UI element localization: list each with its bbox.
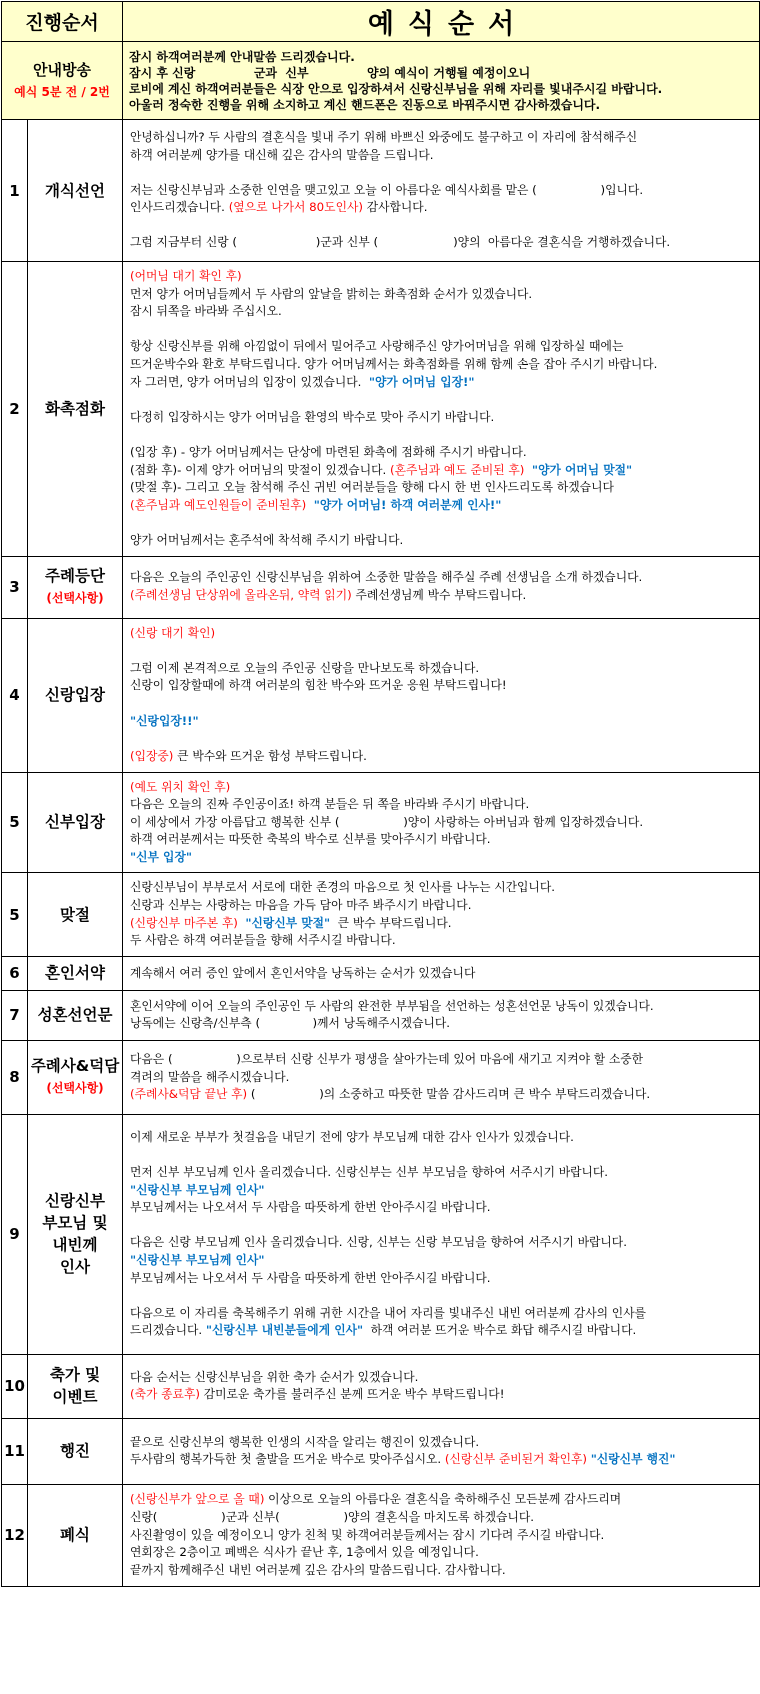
step-script [123, 556, 760, 618]
step-script [123, 772, 760, 873]
step-number: 8 [2, 1040, 28, 1114]
script-text: 양가 어머님께서는 혼주석에 착석해 주시기 바랍니다. [130, 532, 404, 547]
step-title-cell [28, 1114, 123, 1354]
script-text: 큰 박수와 뜨거운 함성 부탁드립니다. [173, 748, 367, 763]
script-line [130, 1544, 753, 1562]
step-title-cell [28, 1484, 123, 1586]
cue-call: "신랑신부 행진" [590, 1452, 676, 1467]
script-text: 먼저 신부 부모님께 인사 올리겠습니다. 신랑신부는 신부 부모님을 향하여 서주시기 바랍니다. [130, 1164, 609, 1179]
script-line [130, 303, 753, 321]
script-text: 뜨거운박수와 환호 부탁드립니다. 양가 어머님께서는 화촉점화를 위해 함께 손을 잡아 주시기 바랍니다. [130, 356, 658, 371]
script-line [130, 1146, 753, 1164]
step-title: 신랑입장 [45, 686, 105, 704]
script-text: 저는 신랑신부님과 소중한 인연을 맺고있고 오늘 이 아름다운 예식사회를 맡은 ( )입니다. [130, 182, 644, 197]
script-line [130, 356, 753, 374]
script-line [130, 1164, 753, 1182]
script-line [130, 514, 753, 532]
stage-direction: (신랑신부가 앞으로 올 때) [130, 1492, 265, 1507]
stage-direction: (옆으로 나가서 80도인사) [228, 200, 363, 215]
step-row [2, 618, 760, 772]
cue-call: "신랑신부 맞절" [245, 915, 331, 930]
stage-direction: (신랑신부 마주본 후) [130, 915, 238, 930]
script-line [130, 1086, 753, 1104]
step-optional-note: (선택사항) [46, 1081, 104, 1096]
script-line [130, 462, 753, 480]
step-title-cell [28, 1418, 123, 1484]
step-number: 4 [2, 618, 28, 772]
script-text: 항상 신랑신부를 위해 아낌없이 뒤에서 밀어주고 사랑해주신 양가어머님을 위해 입장하실 때에는 [130, 339, 624, 354]
script-line [130, 879, 753, 897]
step-row [2, 262, 760, 557]
script-text: ( )의 소중하고 따뜻한 말씀 감사드리며 큰 박수 부탁드리겠습니다. [247, 1087, 651, 1102]
script-line [130, 497, 753, 515]
script-text: 다음으로 이 자리를 축복해주기 위해 귀한 시간을 내어 자리를 빛내주신 내빈 여러분께 감사의 인사를 [130, 1305, 646, 1320]
step-script [123, 1354, 760, 1418]
step-title: 맞절 [60, 905, 90, 924]
announcement-label: 안내방송 [33, 60, 91, 79]
step-title: 내빈께 [52, 1236, 98, 1255]
script-line [130, 1527, 753, 1545]
step-title-cell [28, 120, 123, 262]
script-line [130, 1015, 753, 1033]
script-text: 이상으로 오늘의 아름다운 결혼식을 축하해주신 모든분께 감사드리며 [264, 1492, 622, 1507]
script-line [130, 217, 753, 235]
script-text: 하객 여러분께 양가를 대신해 깊은 감사의 말씀을 드립니다. [130, 147, 434, 162]
script-text: 다음은 오늘의 진짜 주인공이죠! 하객 분들은 뒤 쪽을 바라봐 주시기 바랍니다. [130, 797, 530, 812]
script-line [130, 569, 753, 587]
script-line [130, 444, 753, 462]
step-optional-note: (선택사항) [46, 591, 104, 605]
announcement-line: 로비에 계신 하객여러분들은 식장 안으로 입장하셔서 신랑신부님을 위해 자리를 빛내주시길 바랍니다. [129, 81, 663, 96]
script-text: 잠시 뒤쪽을 바라봐 주십시오. [130, 304, 282, 319]
script-text: 혼인서약에 이어 오늘의 주인공인 두 사람의 완전한 부부됨을 선언하는 성혼선언문 낭독이 있겠습니다. [130, 998, 654, 1013]
step-title: 부모님 및 [42, 1214, 108, 1233]
step-script [123, 873, 760, 956]
ceremony-order-sheet [1, 1, 759, 1693]
script-line [130, 1305, 753, 1323]
step-script [123, 1040, 760, 1114]
script-line [130, 779, 753, 797]
script-line [130, 374, 753, 392]
script-line [130, 695, 753, 713]
script-line [130, 660, 753, 678]
script-line [130, 642, 753, 660]
step-title-cell [28, 556, 123, 618]
script-text: 그럼 지금부터 신랑 ( )군과 신부 ( )양의 아름다운 결혼식을 거행하겠습니다. [130, 235, 671, 250]
step-title-cell [28, 1354, 123, 1418]
announcement-timing: 예식 5분 전 / 2번 [14, 84, 110, 99]
script-line [130, 1509, 753, 1527]
stage-direction: (입장중) [130, 748, 174, 763]
step-title: 행진 [60, 1442, 90, 1461]
script-text: 부모님께서는 나오셔서 두 사람을 따뜻하게 한번 안아주시길 바랍니다. [130, 1200, 491, 1215]
script-line [130, 234, 753, 252]
script-line [130, 321, 753, 339]
script-text: 이 세상에서 가장 아름답고 행복한 신부 ( )양이 사랑하는 아버님과 함께 입장하겠습니다. [130, 814, 644, 829]
step-title: 신부입장 [45, 813, 105, 832]
script-line [130, 268, 753, 286]
script-line [130, 1562, 753, 1580]
step-row [2, 990, 760, 1040]
step-title: 폐식 [60, 1526, 90, 1545]
script-text: 감미로운 축가를 불러주신 분께 뜨거운 박수 부탁드립니다! [199, 1387, 505, 1402]
header-ceremony-order: 예식순서 [123, 2, 760, 42]
step-title-cell [28, 990, 123, 1040]
step-row [2, 120, 760, 262]
step-title: 이벤트 [52, 1388, 98, 1407]
script-text: 이제 새로운 부부가 첫걸음을 내딛기 전에 양가 부모님께 대한 감사 인사가 있겠습니다. [130, 1129, 574, 1144]
cue-call: "신랑입장!!" [130, 713, 199, 728]
script-text [306, 498, 314, 512]
cue-call: "양가 어머님 맞절" [531, 462, 633, 477]
script-line [130, 1434, 753, 1452]
stage-direction: (주례사&덕담 끝난 후) [130, 1087, 248, 1102]
cue-call: "신부 입장" [130, 849, 192, 864]
script-line [130, 1252, 753, 1270]
announcement-line: 잠시 후 신랑 군과 신부 양의 예식이 거행될 예정이오니 [129, 65, 531, 80]
stage-direction: (신랑 대기 확인) [130, 625, 216, 640]
script-text: 하객 여러분께서는 따뜻한 축복의 박수로 신부를 맞아주시기 바랍니다. [130, 832, 491, 847]
script-line [130, 182, 753, 200]
step-row [2, 1484, 760, 1586]
cue-call: "신랑신부 부모님께 인사" [130, 1252, 265, 1267]
script-line [130, 587, 753, 605]
script-text: 신랑이 입장할때에 하객 여러분의 힘찬 박수와 뜨거운 응원 부탁드립니다! [130, 678, 507, 693]
step-number: 7 [2, 990, 28, 1040]
script-line [130, 199, 753, 217]
step-script [123, 990, 760, 1040]
step-script [123, 1484, 760, 1586]
script-text: 두 사람은 하객 여러분들을 향해 서주시길 바랍니다. [130, 933, 396, 948]
script-line [130, 147, 753, 165]
script-line [130, 426, 753, 444]
announcement-row [2, 42, 760, 120]
script-line [130, 164, 753, 182]
script-line [130, 1491, 753, 1509]
script-text: 연회장은 2층이고 폐백은 식사가 끝난 후, 1층에서 있을 예정입니다. [130, 1545, 479, 1560]
stage-direction: (어머님 대기 확인 후) [130, 269, 242, 283]
step-title-cell [28, 262, 123, 557]
script-line [130, 897, 753, 915]
script-text: 감사합니다. [362, 200, 428, 215]
step-row [2, 772, 760, 873]
script-text: 다음은 오늘의 주인공인 신랑신부님을 위하여 소중한 말씀을 해주실 주례 선생님을 소개 하겠습니다. [130, 570, 643, 585]
step-title-cell [28, 1040, 123, 1114]
script-text: 두사람의 행복가득한 첫 출발을 뜨거운 박수로 맞아주십시오. [130, 1452, 445, 1467]
script-line [130, 965, 753, 983]
script-text: (맞절 후)- 그리고 오늘 참석해 주신 귀빈 여러분들을 향해 다시 한 번 인사드리도록 하겠습니다 [130, 480, 614, 495]
script-line [130, 1217, 753, 1235]
script-text [524, 463, 532, 477]
stage-direction: (신랑신부 준비된거 확인후) [444, 1452, 587, 1467]
script-line [130, 730, 753, 748]
step-title: 축가 및 [49, 1366, 101, 1385]
script-text: 신랑과 신부는 사랑하는 마음을 가득 담아 마주 봐주시기 바랍니다. [130, 898, 472, 913]
script-text: 다음은 ( )으로부터 신랑 신부가 평생을 살아가는데 있어 마음에 새기고 지켜야 할 소중한 [130, 1051, 644, 1066]
script-text: 하객 여러분 뜨거운 박수로 화답 해주시길 바랍니다. [363, 1323, 637, 1338]
header-row [2, 2, 760, 42]
stage-direction: (축가 종료후) [130, 1387, 200, 1402]
script-line [130, 831, 753, 849]
script-text: 부모님께서는 나오셔서 두 사람을 따뜻하게 한번 안아주시길 바랍니다. [130, 1270, 491, 1285]
script-text: 신랑( )군과 신부( )양의 결혼식을 마치도록 하겠습니다. [130, 1509, 534, 1524]
stage-direction: (혼주님과 예도 준비된 후) [390, 462, 525, 477]
step-number: 1 [2, 120, 28, 262]
script-line [130, 1051, 753, 1069]
script-text: 다정히 입장하시는 양가 어머님을 환영의 박수로 맞아 주시기 바랍니다. [130, 409, 495, 424]
step-number: 6 [2, 956, 28, 990]
announcement-line: 아울러 정숙한 진행을 위해 소지하고 계신 핸드폰은 진동으로 바꿔주시면 감사하겠습니다. [129, 97, 601, 112]
script-text: 다음 순서는 신랑신부님을 위한 축가 순서가 있겠습니다. [130, 1369, 419, 1384]
script-text: 드리겠습니다. [130, 1323, 206, 1338]
step-row [2, 1040, 760, 1114]
script-line [130, 1270, 753, 1288]
script-line [130, 1451, 753, 1469]
step-title: 성혼선언문 [37, 1006, 113, 1025]
step-row [2, 1418, 760, 1484]
script-line [130, 391, 753, 409]
step-number: 12 [2, 1484, 28, 1586]
step-script [123, 618, 760, 772]
script-text: 낭독에는 신랑측/신부측 ( )께서 낭독해주시겠습니다. [130, 1016, 451, 1031]
script-line [130, 1182, 753, 1200]
script-line [130, 1234, 753, 1252]
cue-call: "신랑신부 부모님께 인사" [130, 1182, 265, 1197]
announcement-line: 잠시 하객여러분께 안내말씀 드리겠습니다. [129, 49, 355, 64]
step-number: 11 [2, 1418, 28, 1484]
header-progress-order: 진행순서 [2, 2, 123, 42]
script-text: 자 그러면, 양가 어머님의 입장이 있겠습니다. [130, 374, 369, 389]
script-line [130, 1287, 753, 1305]
ceremony-table [1, 1, 760, 1587]
script-text: 다음은 신랑 부모님께 인사 올리겠습니다. 신랑, 신부는 신랑 부모님을 향하여 서주시기 바랍니다. [130, 1235, 627, 1250]
stage-direction: (주례선생님 단상위에 올라온뒤, 약력 읽기) [130, 588, 352, 602]
step-title: 주례사&덕담 [30, 1057, 120, 1076]
step-row [2, 1354, 760, 1418]
script-line [130, 625, 753, 643]
step-title: 인사 [60, 1258, 90, 1277]
script-line [130, 713, 753, 731]
script-text: 계속해서 여러 증인 앞에서 혼인서약을 낭독하는 순서가 있겠습니다 [130, 965, 476, 980]
script-line [130, 998, 753, 1016]
script-line [130, 1199, 753, 1217]
script-line [130, 932, 753, 950]
script-text: 큰 박수 부탁드립니다. [330, 915, 452, 930]
script-text: 주례선생님께 박수 부탁드립니다. [351, 588, 527, 602]
script-text: 안녕하십니까? 두 사람의 결혼식을 빛내 주기 위해 바쁘신 와중에도 불구하고 이 자리에 참석해주신 [130, 129, 638, 144]
step-title: 혼인서약 [45, 964, 105, 983]
step-number: 5 [2, 873, 28, 956]
step-title: 신랑신부 [45, 1192, 105, 1211]
script-text: (입장 후) - 양가 어머님께서는 단상에 마련된 화촉에 점화해 주시기 바랍니다. [130, 444, 527, 459]
announcement-text [123, 42, 760, 120]
step-title-cell [28, 873, 123, 956]
stage-direction: (혼주님과 예도인원들이 준비된후) [130, 497, 307, 512]
script-line [130, 532, 753, 550]
script-line [130, 796, 753, 814]
step-title-cell [28, 956, 123, 990]
script-text: 끝으로 신랑신부의 행복한 인생의 시작을 알리는 행진이 있겠습니다. [130, 1434, 480, 1449]
script-text: 신랑신부님이 부부로서 서로에 대한 존경의 마음으로 첫 인사를 나누는 시간입니다. [130, 880, 555, 895]
step-title: 주례등단 [45, 567, 105, 585]
script-line [130, 915, 753, 933]
script-line [130, 1069, 753, 1087]
script-text: 먼저 양가 어머님들께서 두 사람의 앞날을 밝히는 화촉점화 순서가 있겠습니다. [130, 286, 533, 301]
script-text: 격려의 말씀을 해주시겠습니다. [130, 1069, 290, 1084]
cue-call: "양가 어머님 입장!" [368, 374, 475, 389]
step-title-cell [28, 772, 123, 873]
cue-call: "양가 어머님! 하객 여러분께 인사!" [313, 497, 502, 512]
script-text: 그럼 이제 본격적으로 오늘의 주인공 신랑을 만나보도록 하겠습니다. [130, 660, 480, 675]
announcement-label-cell [2, 42, 123, 120]
step-number: 2 [2, 262, 28, 557]
script-text: (점화 후)- 이제 양가 어머님의 맞절이 있겠습니다. [130, 462, 390, 477]
script-line [130, 129, 753, 147]
script-text: 인사드리겠습니다. [130, 200, 229, 215]
step-script [123, 956, 760, 990]
script-line [130, 479, 753, 497]
step-row [2, 1114, 760, 1354]
step-title-cell [28, 618, 123, 772]
step-script [123, 262, 760, 557]
step-number: 10 [2, 1354, 28, 1418]
script-line [130, 1369, 753, 1387]
step-row [2, 956, 760, 990]
cue-call: "신랑신부 내빈분들에게 인사" [205, 1323, 364, 1338]
step-number: 5 [2, 772, 28, 873]
step-number: 9 [2, 1114, 28, 1354]
script-line [130, 849, 753, 867]
script-line [130, 1386, 753, 1404]
script-line [130, 409, 753, 427]
script-line [130, 1322, 753, 1340]
script-line [130, 814, 753, 832]
step-row [2, 873, 760, 956]
step-script [123, 1418, 760, 1484]
step-row [2, 556, 760, 618]
step-script [123, 1114, 760, 1354]
step-title: 개식선언 [45, 181, 105, 200]
step-number: 3 [2, 556, 28, 618]
script-line [130, 1129, 753, 1147]
script-text: 끝까지 함께해주신 내빈 여러분께 깊은 감사의 말씀드립니다. 감사합니다. [130, 1562, 506, 1577]
script-text: 사진촬영이 있을 예정이오니 양가 친척 및 하객여러분들께서는 잠시 기다려 주시길 바랍니다. [130, 1527, 605, 1542]
step-title: 화촉점화 [45, 399, 105, 418]
script-line [130, 677, 753, 695]
stage-direction: (예도 위치 확인 후) [130, 779, 231, 794]
script-line [130, 748, 753, 766]
script-line [130, 286, 753, 304]
script-line [130, 338, 753, 356]
step-script [123, 120, 760, 262]
